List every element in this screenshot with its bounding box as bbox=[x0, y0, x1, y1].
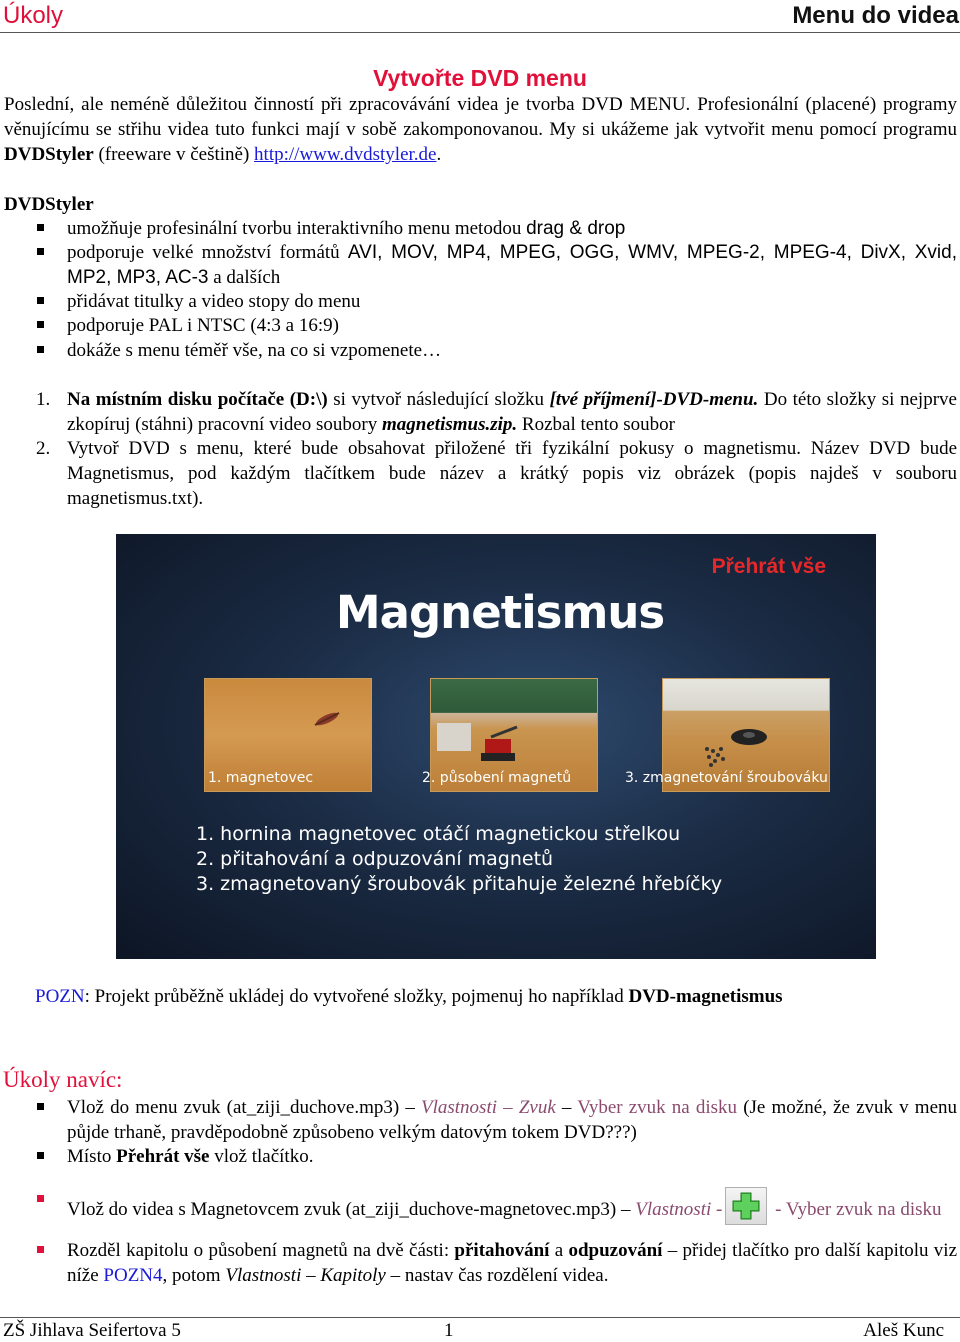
intro-text-1: Poslední, ale neméně důležitou činností při zpracovávání videa je tvorba DVD MENU. Profesionální (placené) programy věnujícímu se střihu videa tuto funkci mají v sobě zakomponovanou. My si ukážeme jak vytvořit menu pomocí programu bbox=[4, 94, 957, 140]
bullet-icon bbox=[37, 1152, 44, 1159]
extra-item-3-text: Vlož do videa s Magnetovcem zvuk (at_ziji_duchove-magnetovec.mp3) – bbox=[67, 1199, 636, 1220]
dvd-menu-title: Magnetismus bbox=[335, 586, 665, 639]
intro-text-2: (freeware v češtině) bbox=[93, 144, 255, 165]
step-1-text: si vytvoř následující složku bbox=[327, 389, 550, 410]
feature-item: podporuje PAL i NTSC (4:3 a 16:9) bbox=[67, 315, 339, 336]
extra-item-4-text-5: – nastav čas rozdělení videa. bbox=[385, 1265, 609, 1286]
step-2: Vytvoř DVD s menu, které bude obsahovat přiložené tři fyzikální pokusy o magnetismu. Název DVD bude Magnetismus, pod každým tlačítkem bude název a krátký popis viz obrázek (popis najdeš v souboru magnetismus.txt). bbox=[67, 438, 957, 509]
features-heading-text: DVDStyler bbox=[4, 194, 94, 215]
features-heading bbox=[4, 192, 957, 217]
feature-item bbox=[67, 216, 957, 241]
menu-line-3: 3. zmagnetovaný šroubovák přitahuje železné hřebíčky bbox=[196, 873, 723, 895]
step-1-location: Na místním disku počítače (D:\) bbox=[67, 389, 328, 410]
footer-page-number: 1 bbox=[444, 1320, 454, 1341]
feature-text-rest: a dalších bbox=[208, 267, 281, 288]
step-1-zip: magnetismus.zip. bbox=[382, 414, 518, 435]
extra-item-1 bbox=[67, 1095, 957, 1145]
menu-line-1: 1. hornina magnetovec otáčí magnetickou střelkou bbox=[196, 823, 681, 845]
feature-text: umožňuje profesinální tvorbu interaktivního menu metodou bbox=[67, 218, 527, 239]
extra-item-4-text-2: a bbox=[549, 1240, 569, 1261]
step-1-folder: [tvé příjmení]-DVD-menu. bbox=[549, 389, 759, 410]
play-all-button: Přehrát vše bbox=[711, 555, 826, 578]
footer-author: Aleš Kunc bbox=[863, 1320, 944, 1341]
menu-path-separator: – bbox=[555, 1097, 578, 1118]
intro-program-name: DVDStyler bbox=[4, 144, 94, 165]
step-1-text-2: Do této složky si nejprve zkopíruj (stáhni) pracovní video soubory bbox=[67, 389, 957, 435]
extra-item-4-text-4: , potom bbox=[162, 1265, 226, 1286]
extra-item-2-bold: Přehrát vše bbox=[116, 1146, 210, 1167]
note-project-name: DVD-magnetismus bbox=[628, 986, 783, 1007]
bullet-icon bbox=[37, 1195, 44, 1202]
menu-path-vlastnosti: Vlastnosti bbox=[225, 1265, 302, 1286]
feature-sans-text: drag & drop bbox=[526, 218, 626, 239]
step-1-text-3: Rozbal tento soubor bbox=[517, 414, 675, 435]
pozn4-link[interactable]: POZN4 bbox=[103, 1265, 163, 1286]
caption-3: 3. zmagnetování šroubováku bbox=[625, 770, 828, 786]
note-label: POZN bbox=[35, 986, 85, 1007]
extra-item-1-text-2: (Je možné, že zvuk v menu půjde trhaně, pravděpodobně způsobeno velkým datovým tokem DVD???) bbox=[67, 1097, 958, 1143]
bullet-icon bbox=[37, 1246, 44, 1253]
bullet-icon bbox=[37, 224, 44, 231]
menu-path-vyber-zvuk: Vyber zvuk na disku bbox=[577, 1097, 738, 1118]
bullet-icon bbox=[37, 346, 44, 353]
dvdstyler-link[interactable]: http://www.dvdstyler.de bbox=[254, 144, 437, 165]
feature-formats: AVI, MOV, MP4, MPEG, OGG, WMV, MPEG-2, MPEG-4, DivX, Xvid, MP2, MP3, AC-3 bbox=[67, 242, 957, 288]
menu-path-zvuk: Zvuk bbox=[518, 1097, 556, 1118]
extra-item-4-bold-1: přitahování bbox=[454, 1240, 550, 1261]
header-topic: Menu do videa bbox=[792, 2, 959, 29]
extra-item-2-text: Místo bbox=[67, 1146, 117, 1167]
bullet-icon bbox=[37, 297, 44, 304]
add-button bbox=[725, 1187, 767, 1225]
dvd-menu-screenshot bbox=[116, 534, 876, 959]
note-paragraph bbox=[35, 986, 783, 1008]
intro-text-3: . bbox=[436, 144, 442, 165]
menu-path-vlastnosti: Vlastnosti - bbox=[635, 1199, 723, 1220]
extra-tasks-heading: Úkoly navíc: bbox=[3, 1067, 123, 1092]
menu-path-kapitoly: Kapitoly bbox=[320, 1265, 386, 1286]
caption-1: 1. magnetovec bbox=[208, 770, 314, 786]
menu-path-vlastnosti: Vlastnosti bbox=[421, 1097, 498, 1118]
bullet-icon bbox=[37, 248, 44, 255]
extra-item-2-text-2: vlož tlačítko. bbox=[209, 1146, 314, 1167]
page-header bbox=[0, 0, 960, 33]
footer-rule bbox=[0, 1317, 960, 1318]
extra-item-4-text-3: – přidej tlačítko pro další kapitolu viz níže bbox=[67, 1240, 958, 1286]
menu-path-separator: – bbox=[497, 1097, 519, 1118]
intro-paragraph bbox=[4, 92, 957, 167]
step-number: 1. bbox=[36, 389, 51, 410]
extra-item-1-text: Vlož do menu zvuk (at_ziji_duchove.mp3) – bbox=[67, 1097, 421, 1118]
plus-icon bbox=[730, 1190, 762, 1222]
feature-item: přidávat titulky a video stopy do menu bbox=[67, 291, 361, 312]
page-title: Vytvořte DVD menu bbox=[373, 65, 587, 91]
extra-item-4 bbox=[67, 1238, 957, 1288]
header-section: Úkoly bbox=[3, 2, 64, 29]
menu-path-separator: – bbox=[301, 1265, 321, 1286]
extra-item-2 bbox=[67, 1144, 957, 1169]
bullet-icon bbox=[37, 1103, 44, 1110]
feature-item: dokáže s menu téměř vše, na co si vzpomenete… bbox=[67, 340, 442, 361]
footer-school: ZŠ Jihlava Seifertova 5 bbox=[3, 1320, 181, 1341]
bullet-icon bbox=[37, 321, 44, 328]
step-number: 2. bbox=[36, 438, 51, 459]
caption-2: 2. působení magnetů bbox=[422, 770, 572, 786]
menu-path-vyber-zvuk: - Vyber zvuk na disku bbox=[770, 1199, 942, 1220]
step-1 bbox=[67, 387, 957, 437]
extra-item-4-bold-2: odpuzování bbox=[568, 1240, 663, 1261]
feature-text: podporuje velké množství formátů bbox=[67, 242, 348, 263]
feature-item bbox=[67, 240, 957, 290]
menu-line-2: 2. přitahování a odpuzování magnetů bbox=[196, 848, 554, 870]
extra-item-4-text: Rozděl kapitolu o působení magnetů na dvě části: bbox=[67, 1240, 455, 1261]
extra-item-3 bbox=[67, 1187, 957, 1225]
note-text: : Projekt průběžně ukládej do vytvořené složky, pojmenuj ho například bbox=[84, 986, 629, 1007]
